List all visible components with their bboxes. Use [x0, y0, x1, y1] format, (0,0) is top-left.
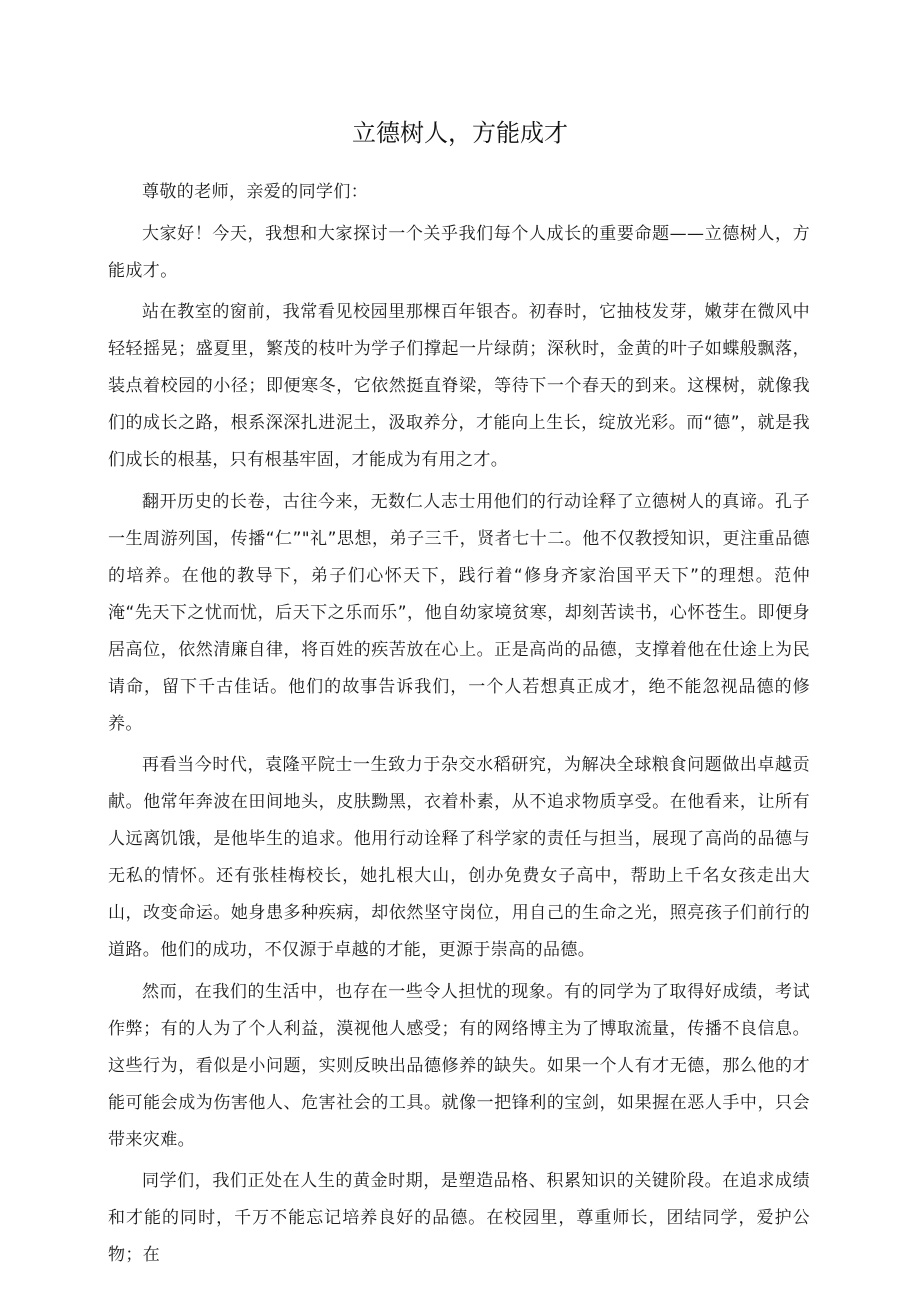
- document-title: 立德树人，方能成才: [352, 119, 568, 147]
- document-body: [108, 174, 810, 1279]
- paragraph-greeting: 大家好！今天，我想和大家探讨一个关乎我们每个人成长的重要命题——立德树人，方能成才。: [108, 223, 810, 281]
- paragraph-salutation: 尊敬的老师，亲爱的同学们：: [142, 182, 369, 202]
- paragraph-modern-examples: 再看当今时代，袁隆平院士一生致力于杂交水稻研究，为解决全球粮食问题做出卓越贡献。他常年奔波在田间地头，皮肤黝黑，衣着朴素，从不追求物质享受。在他看来，让所有人远离饥饿，是他毕生的追求。他用行动诠释了科学家的责任与担当，展现了高尚的品德与无私的情怀。还有张桂梅校长，她扎根大山，创办免费女子高中，帮助上千名女孩走出大山，改变命运。她身患多种疾病，却依然坚守岗位，用自己的生命之光，照亮孩子们前行的道路。他们的成功，不仅源于卓越的才能，更源于崇高的品德。: [108, 755, 810, 960]
- paragraph-ginkgo: 站在教室的窗前，我常看见校园里那棵百年银杏。初春时，它抽枝发芽，嫩芽在微风中轻轻摇晃；盛夏里，繁茂的枝叶为学子们撑起一片绿荫；深秋时，金黄的叶子如蝶般飘落，装点着校园的小径；即便寒冬，它依然挺直脊梁，等待下一个春天的到来。这棵树，就像我们的成长之路，根系深深扎进泥土，汲取养分，才能向上生长，绽放光彩。而“德”，就是我们成长的根基，只有根基牢固，才能成为有用之才。: [108, 302, 810, 470]
- paragraph-call-to-action: 同学们，我们正处在人生的黄金时期，是塑造品格、积累知识的关键阶段。在追求成绩和才能的同时，千万不能忘记培养良好的品德。在校园里，尊重师长，团结同学，爱护公物；在: [108, 1171, 810, 1265]
- paragraph-concerns: 然而，在我们的生活中，也存在一些令人担忧的现象。有的同学为了取得好成绩，考试作弊；有的人为了个人利益，漠视他人感受；有的网络博主为了博取流量，传播不良信息。这些行为，看似是小问题，实则反映出品德修养的缺失。如果一个人有才无德，那么他的才能可能会成为伤害他人、危害社会的工具。就像一把锋利的宝剑，如果握在恶人手中，只会带来灾难。: [108, 981, 810, 1150]
- paragraph-history: 翻开历史的长卷，古往今来，无数仁人志士用他们的行动诠释了立德树人的真谛。孔子一生周游列国，传播“仁”"礼”思想，弟子三千，贤者七十二。他不仅教授知识，更注重品德的培养。在他的教导下，弟子们心怀天下，践行着“修身齐家治国平天下”的理想。范仲淹“先天下之忧而忧，后天下之乐而乐”，他自幼家境贫寒，却刻苦读书，心怀苍生。即便身居高位，依然清廉自律，将百姓的疾苦放在心上。正是高尚的品德，支撑着他在仕途上为民请命，留下千古佳话。他们的故事告诉我们，一个人若想真正成才，绝不能忽视品德的修养。: [108, 491, 810, 734]
